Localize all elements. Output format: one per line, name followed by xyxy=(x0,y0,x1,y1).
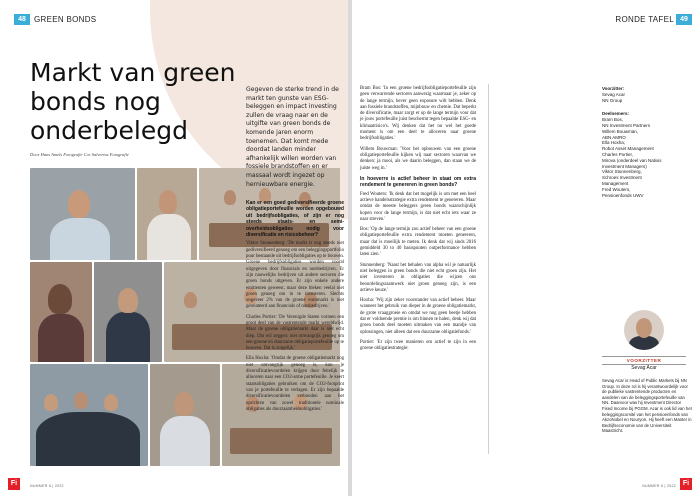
article-intro: Gegeven de sterke trend in de markt ten gunste van ESG-beleggen en impact investing zullen de vraag naar en de uitgifte van green bonds de komende jaren enorm toenemen. Dat komt mede doordat landen minder afhankelijk willen worden van fossiele brandstoffen en er massaal wordt ingezet op hernieuwbare energie. xyxy=(246,86,339,188)
photo-figure-body xyxy=(50,218,110,260)
photo-figure-body xyxy=(160,416,210,466)
paragraph: Bram Bos: 'In een groene bedrijfsobligatieportefeuille zijn geen verwarrende sectoren aanwezig waarmaar je, zeker op de lange termijn, hever geen exposure wilt hebben. Denk aan fossiele brandstoffen, mijnbouw en chemie. Dat beperkt de diversificatie, maar zorgt er op de lange termijn voor dat je jouw portefeuille juist beschermt tegen bepaalde ESG- en klimaatrisico's. Wij denken dat het nu wel het goede moment is om een deel te alloceren naar groene bedrijfsobligaties.' xyxy=(360,86,476,142)
photo-group xyxy=(30,364,148,466)
photo-figure-body xyxy=(147,214,191,260)
participant-line: Bram Bos, xyxy=(602,117,624,123)
paragraph: Hoxha: 'Wij zijn zeker voorstander van actief beheer. Maar wanneer het gebruik van dieper in de groene obligatiemarkt, de grote vraaggroeie en omdat we nog geen beetje hebben dat er voldoende premie is om binnen te halen, denk wij dat groen bonds deel moeten uitmaken van een mandje van oplossingen, niet alleen dat een duurzame obligatiefonds.' xyxy=(360,298,476,335)
photo-figure-body xyxy=(38,314,84,362)
column-1 xyxy=(246,200,344,417)
left-page xyxy=(0,0,348,496)
paragraph: Viktor Stunnenberg: 'De markt is nog steeds niet gediversifieerd genoeg om een beleggingsportfolio puur bestaande uit bedrijfsobligaties op te bouwen. Groene bedrijfsobligaties worden vooral uitgegeven door financials en nutsbedrijven. Er zijn nauwelijks bedrijven uit andere sectoren die groen bonds uitgeven. Er zijn enkele andere emittenten geweest, maar deze bleken veelal niet groen genoeg om in te investeren. Slechts ongeveer 2% van de groene euromarkt is niet gerelateerd aan financials of nutsbedrijven.' xyxy=(246,241,344,310)
photo-participant xyxy=(30,262,92,362)
participant-line: Viktor Stunnenberg, xyxy=(602,169,642,175)
paragraph: Charles Portier: 'De Verenigde Staten vormen een groot deel van de vastrentende markt wereldwijd. Maar de groene obligatiemarkt daar is niet echt diep. Dat wil zeggen: niet omvangrijk genoeg om een groene en duurzame obligatieportefeuille op te bouwen. Dat is zorgelijk.' xyxy=(246,314,344,352)
photo-participant xyxy=(94,262,162,362)
participant-line: Fred Wouters, xyxy=(602,186,631,192)
chair-name: Sevag Acar xyxy=(631,365,657,371)
footer-issue: NUMMER 6 | 2022 xyxy=(642,484,676,488)
photo-figure-head xyxy=(224,190,236,205)
page-number: 49 xyxy=(676,14,692,25)
photo-figure-head xyxy=(68,190,90,218)
fi-logo: Fi xyxy=(680,478,692,490)
participant-line: Pensioenfonds UWV xyxy=(602,192,644,198)
participant-line: NN Investment Partners xyxy=(602,122,651,128)
chair-line: NN Group xyxy=(602,97,623,103)
page-number: 48 xyxy=(14,14,30,25)
question-heading: Kan er een goed gediversifieerde groene obligatieportefeuille worden opgebouwd uit bedrijfsobligaties, of zijn er nog steeds staats- en semi-overheidsobligaties nodig voor diversificatie en risicobeheer? xyxy=(246,200,344,239)
fi-logo: Fi xyxy=(8,478,20,490)
participants-label: Deelnemers: xyxy=(602,111,630,117)
right-page xyxy=(352,0,700,496)
chair-avatar xyxy=(624,310,664,350)
photo-figure-body xyxy=(36,412,140,466)
paragraph: Stunnenberg: 'Naast het behalen van alpha wil je natuurlijk niet beleggen in green bonds die niet echt groen zijn. Het niet investeren in obligaties die wijzen ons beoordelingsraamwerk niet groen genoeg zijn, is een actieve keuze.' xyxy=(360,262,476,293)
photo-credits: Door Hans Amels Fotografie Cor Salverius Fotografie xyxy=(30,152,129,157)
photo-participant xyxy=(150,364,220,466)
photo-participant xyxy=(30,168,135,260)
paragraph: Bos: 'Op de lange termijn zou actief beheer van een groene obligatieportefeuille extra rendement moeten genereren, maar dat is moeilijk te meten. Ik denk dat wij sinds 2016 gemiddeld 30 to 40 basispunten outperformance hebben laten zien.' xyxy=(360,227,476,258)
avatar-body xyxy=(629,336,659,350)
participant-line: Charles Portier, xyxy=(602,151,634,157)
photo-figure-head xyxy=(174,392,194,416)
question-heading: In hoeverre is actief beheer in staat om extra rendement te genereren in green bonds? xyxy=(360,175,476,189)
chair-badge: VOORZITTER xyxy=(602,356,686,365)
participant-line: Investment Managers) xyxy=(602,163,647,169)
section-label: RONDE TAFEL xyxy=(615,15,674,24)
photo-figure-head xyxy=(118,288,138,313)
paragraph: Fred Wouters: 'Ik denk dat het mogelijk is om met een heel actieve handelsstrategie extra rendement te genereren. Maar omdat de meeste beleggers green bonds waarschijnlijk kopen voor de lange termijn, is dat niet echt iets waar ze naar streven.' xyxy=(360,191,476,222)
photo-figure-head xyxy=(184,292,197,308)
avatar-head xyxy=(636,318,652,338)
participant-line: Mirova (onderdeel van Natixis xyxy=(602,157,662,163)
photo-figure-head xyxy=(104,394,118,411)
participant-line: Robot Asset Management xyxy=(602,146,654,152)
participant-line: Management xyxy=(602,180,629,186)
paragraph: Willem Bouwman: 'Voor het opbouwen van een groene obligatieportefeuille kijken wij naar sectoren waarvan we denken: ja mooi, als we daarin beleggen, dan staan we de juiste weg in.' xyxy=(360,146,476,171)
photo-participant xyxy=(137,168,197,260)
paragraph: Ella Hoxha: 'Omdat de groene obligatiemarkt nog niet omvangrijk genoeg is, kun je diversificatievoordelen krijgen door feitelijk te alloceren naar een CO2-arme portefeuille. Je keert staatsobligaties gebruiken om de CO2-footprint van je portefeuille te verlagen. Er zijn bepaalde diversificatievoordelen verbonden aan het oprichten van zowel traditionele nominale obligaties als duurzaamheidsobligaties.' xyxy=(246,356,344,412)
participant-line: Ella Hoxha, xyxy=(602,140,626,146)
photo-figure-head xyxy=(74,392,88,409)
chair-bio: Sevag Acar is Head of Public Markets bij NN Group. In deze rol is hij verantwoordelijk voor de publieke vastrentende producten en aandelen van de beleggingsportefeuille van NN. Daarvoor was hij Investment Director Fixed Income bij PGGM. Acar is ook lid van het beleggingscomité van het pensioenfonds van AkzoNobel en Nouryon. Hij heeft een Master in Bedrijfseconomie van de Universiteit Maastricht. xyxy=(602,378,692,434)
column-2 xyxy=(360,86,476,357)
photo-figure-head xyxy=(44,394,58,411)
chair-label: Voorzitter: xyxy=(602,86,625,91)
participant-line: ABN AMRO xyxy=(602,134,626,140)
photo-figure-hair xyxy=(48,284,72,314)
chair-line: Sevag Acar xyxy=(602,91,626,97)
participant-line: Willem Bouwman, xyxy=(602,128,639,134)
sidebar-participants xyxy=(602,86,692,198)
column-divider xyxy=(488,84,489,454)
photo-figure-body xyxy=(106,312,150,362)
photo-table xyxy=(230,428,332,454)
participant-line: Schroes Investment xyxy=(602,175,642,181)
paragraph: Portier: 'Er zijn twee manieren om actief te zijn in een groene obligatiestrategie: xyxy=(360,339,476,352)
section-label: GREEN BONDS xyxy=(34,15,97,24)
article-title: Markt van green bonds nog onderbelegd xyxy=(30,58,236,145)
footer-issue: NUMMER 6 | 2022 xyxy=(30,484,64,488)
photo-figure-head xyxy=(159,190,177,214)
